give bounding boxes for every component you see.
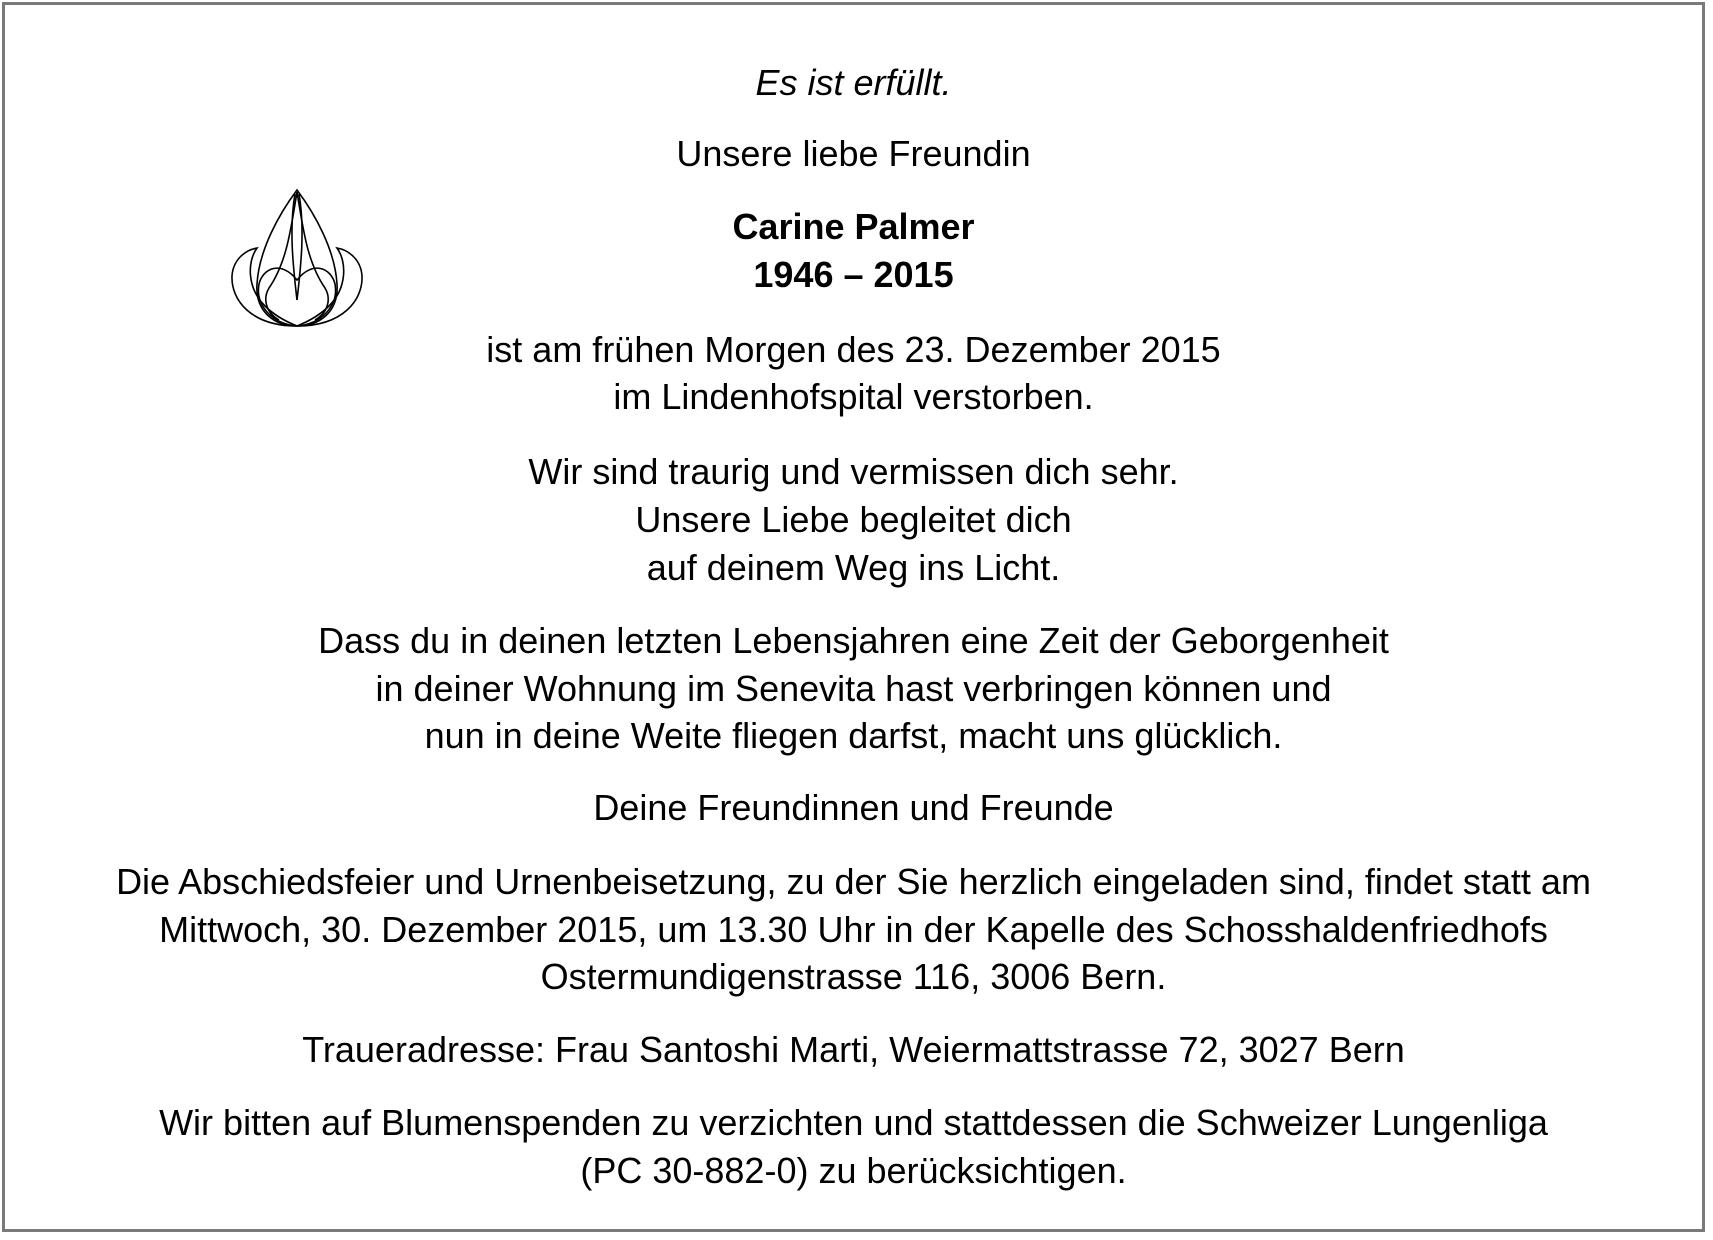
obituary-card xyxy=(2,2,1705,1232)
intro-text: Unsere liebe Freundin xyxy=(676,133,1031,174)
ceremony-line-1: Die Abschiedsfeier und Urnenbeisetzung, zu der Sie herzlich eingeladen sind, findet statt am xyxy=(116,861,1591,902)
motto: Es ist erfüllt. xyxy=(755,62,952,103)
deceased-name: Carine Palmer xyxy=(732,206,975,247)
tribute-line-3: nun in deine Weite fliegen darfst, macht uns glücklich. xyxy=(424,715,1283,756)
donation-line-1: Wir bitten auf Blumenspenden zu verzichten und stattdessen die Schweizer Lungenliga xyxy=(159,1102,1548,1143)
death-line-2: im Lindenhofspital verstorben. xyxy=(613,376,1094,417)
message-line-1: Wir sind traurig und vermissen dich sehr. xyxy=(528,451,1179,492)
ceremony-line-3: Ostermundigenstrasse 116, 3006 Bern. xyxy=(540,956,1167,997)
tribute-line-1: Dass du in deinen letzten Lebensjahren eine Zeit der Geborgenheit xyxy=(318,620,1389,661)
message-line-2: Unsere Liebe begleitet dich xyxy=(635,499,1072,540)
death-line-1: ist am frühen Morgen des 23. Dezember 2015 xyxy=(486,329,1221,370)
mourning-address: Traueradresse: Frau Santoshi Marti, Weiermattstrasse 72, 3027 Bern xyxy=(302,1029,1405,1070)
signature: Deine Freundinnen und Freunde xyxy=(593,787,1114,828)
message-line-3: auf deinem Weg ins Licht. xyxy=(646,547,1061,588)
ceremony-line-2: Mittwoch, 30. Dezember 2015, um 13.30 Uhr in der Kapelle des Schosshaldenfriedhofs xyxy=(159,909,1548,950)
tribute-line-2: in deiner Wohnung im Senevita hast verbringen können und xyxy=(375,668,1332,709)
life-years: 1946 – 2015 xyxy=(753,254,954,295)
donation-line-2: (PC 30-882-0) zu berücksichtigen. xyxy=(580,1150,1127,1191)
